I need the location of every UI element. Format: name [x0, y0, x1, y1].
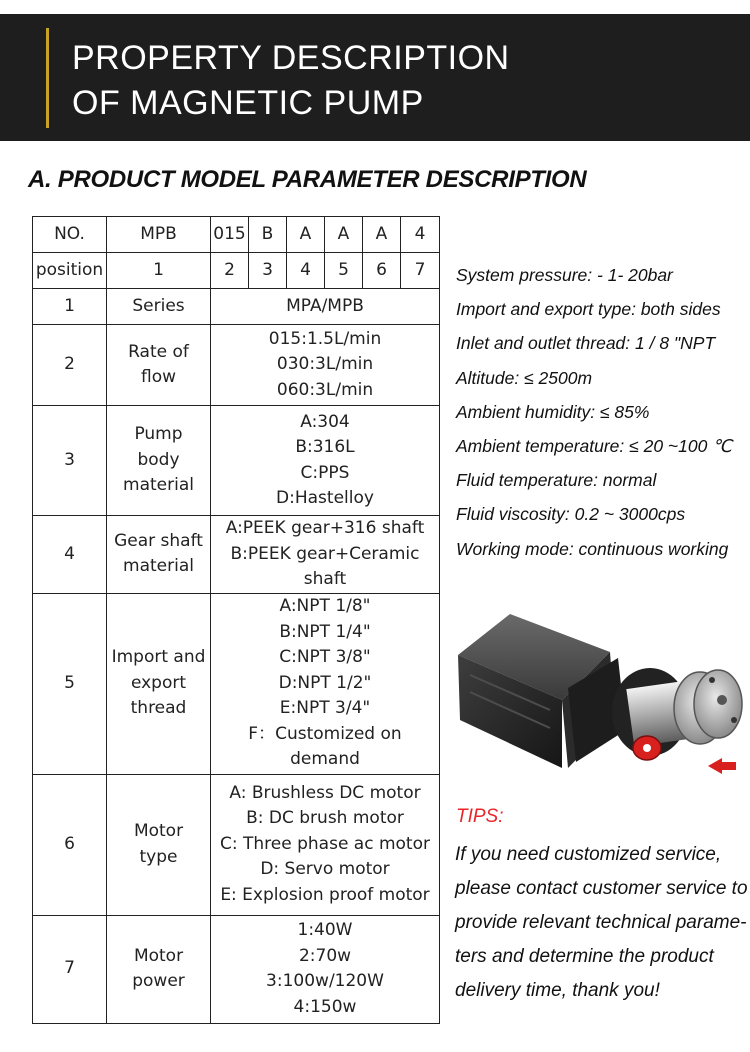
option-line: A:PEEK gear+316 shaft	[225, 518, 425, 538]
option-line: C:NPT 3/8"	[279, 647, 371, 668]
page-title-line-1: PROPERTY DESCRIPTION	[72, 39, 510, 77]
row-name-line: Pump	[134, 424, 183, 445]
position-row	[33, 253, 440, 289]
row-name-line: material	[123, 475, 194, 496]
option-line: 015:1.5L/min	[268, 328, 382, 349]
option-line: 4:150w	[293, 996, 357, 1017]
tips-line: provide relevant technical parame-	[455, 912, 747, 933]
position-value-cell: 1	[107, 253, 211, 289]
spec-item: Fluid viscosity: 0.2 ~ 3000cps	[456, 504, 686, 525]
position-value-cell: 4	[287, 253, 325, 289]
table-row	[33, 325, 440, 406]
magnetic-gear-pump-icon	[450, 600, 750, 800]
option-line: F：Customized on	[248, 723, 402, 744]
row-name-cell	[107, 593, 211, 774]
tips-line: please contact customer service to	[455, 878, 748, 899]
header-code-cell: B	[249, 217, 287, 253]
option-line: D:Hastelloy	[276, 488, 374, 508]
row-name-cell	[107, 915, 211, 1023]
row-number-cell: 3	[33, 406, 107, 516]
position-value-cell: 3	[249, 253, 287, 289]
table-row	[33, 289, 440, 325]
row-options-cell	[211, 915, 440, 1023]
spec-item: Working mode: continuous working	[456, 538, 729, 559]
spec-item: Ambient temperature: ≤ 20 ~100 ℃	[456, 435, 732, 456]
option-line: C:PPS	[300, 462, 350, 483]
accent-bar	[46, 28, 49, 128]
option-line: 060:3L/min	[276, 379, 374, 400]
row-name-cell	[107, 516, 211, 594]
header-code-cell: A	[363, 217, 401, 253]
spec-item: Fluid temperature: normal	[456, 470, 657, 491]
row-name-line: Import and	[111, 647, 206, 668]
option-line: 1:40W	[297, 920, 353, 940]
option-line: shaft	[303, 569, 347, 589]
row-name-line: Motor	[133, 945, 184, 966]
row-name-line: Motor	[133, 821, 184, 841]
specs-list	[456, 262, 748, 570]
option-line: 030:3L/min	[276, 354, 374, 375]
tips-line: delivery time, thank you!	[455, 980, 660, 1001]
option-line: A:NPT 1/8"	[279, 596, 371, 617]
header-banner	[0, 14, 750, 141]
option-line: B:316L	[295, 437, 355, 457]
page-title	[72, 36, 510, 126]
tips-line: If you need customized service,	[455, 844, 722, 865]
row-options-cell	[211, 325, 440, 406]
row-options-cell	[211, 593, 440, 774]
spec-item: Altitude: ≤ 2500m	[456, 367, 593, 388]
option-line: demand	[290, 749, 360, 770]
row-name-line: body	[137, 449, 180, 470]
table-header-row	[33, 217, 440, 253]
row-name-line: flow	[140, 367, 176, 387]
parameter-table	[32, 216, 440, 1024]
row-options-cell	[211, 289, 440, 325]
spec-item: Import and export type: both sides	[456, 299, 721, 320]
row-options-cell	[211, 774, 440, 915]
row-name-line: Rate of	[128, 341, 189, 362]
position-value-cell: 7	[401, 253, 440, 289]
row-number-cell: 4	[33, 516, 107, 594]
row-number-cell: 5	[33, 593, 107, 774]
option-line: A:304	[300, 411, 350, 432]
table-row	[33, 915, 440, 1023]
tips-label: TIPS:	[456, 806, 504, 827]
row-name-line: Series	[132, 295, 185, 316]
row-name-line: export	[130, 672, 187, 693]
row-name-line: power	[132, 971, 185, 991]
row-options-cell	[211, 406, 440, 516]
header-code-cell: A	[287, 217, 325, 253]
option-line: E:NPT 3/4"	[279, 698, 371, 719]
table-row	[33, 774, 440, 915]
option-line: C: Three phase ac motor	[220, 833, 430, 854]
spec-item: Inlet and outlet thread: 1 / 8 "NPT	[456, 333, 716, 354]
option-line: 3:100w/120W	[266, 971, 384, 991]
option-line: D: Servo motor	[260, 859, 390, 880]
position-value-cell: 2	[211, 253, 249, 289]
option-line: MPA/MPB	[286, 295, 364, 316]
row-name-line: type	[139, 846, 178, 867]
option-line: D:NPT 1/2"	[278, 672, 372, 693]
tips-text	[455, 838, 750, 1008]
header-code-cell: A	[325, 217, 363, 253]
row-options-cell	[211, 516, 440, 594]
row-name-line: material	[123, 556, 194, 577]
row-name-line: thread	[130, 698, 187, 719]
row-name-line: Gear shaft	[114, 530, 203, 551]
row-name-cell	[107, 406, 211, 516]
table-row	[33, 516, 440, 594]
table-row	[33, 593, 440, 774]
row-name-cell	[107, 774, 211, 915]
option-line: E: Explosion proof motor	[220, 884, 430, 905]
option-line: B: DC brush motor	[246, 808, 404, 829]
page-title-line-2: OF MAGNETIC PUMP	[72, 84, 424, 122]
option-line: A: Brushless DC motor	[229, 782, 421, 803]
option-line: B:PEEK gear+Ceramic	[230, 543, 420, 564]
table-row	[33, 406, 440, 516]
tips-line: ters and determine the product	[455, 946, 714, 967]
option-line: B:NPT 1/4"	[279, 621, 371, 642]
header-code-cell: 4	[401, 217, 440, 253]
section-heading: A. PRODUCT MODEL PARAMETER DESCRIPTION	[28, 166, 587, 193]
position-value-cell: 6	[363, 253, 401, 289]
row-name-cell	[107, 289, 211, 325]
row-number-cell: 1	[33, 289, 107, 325]
position-value-cell: 5	[325, 253, 363, 289]
header-code-cell: 015	[211, 217, 249, 253]
row-number-cell: 7	[33, 915, 107, 1023]
header-code-cell: MPB	[107, 217, 211, 253]
header-label-cell: NO.	[33, 217, 107, 253]
position-label-cell: position	[33, 253, 107, 289]
row-number-cell: 2	[33, 325, 107, 406]
spec-item: System pressure: - 1- 20bar	[456, 265, 673, 285]
spec-item: Ambient humidity: ≤ 85%	[456, 401, 650, 422]
row-number-cell: 6	[33, 774, 107, 915]
option-line: 2:70w	[298, 945, 352, 966]
row-name-cell	[107, 325, 211, 406]
